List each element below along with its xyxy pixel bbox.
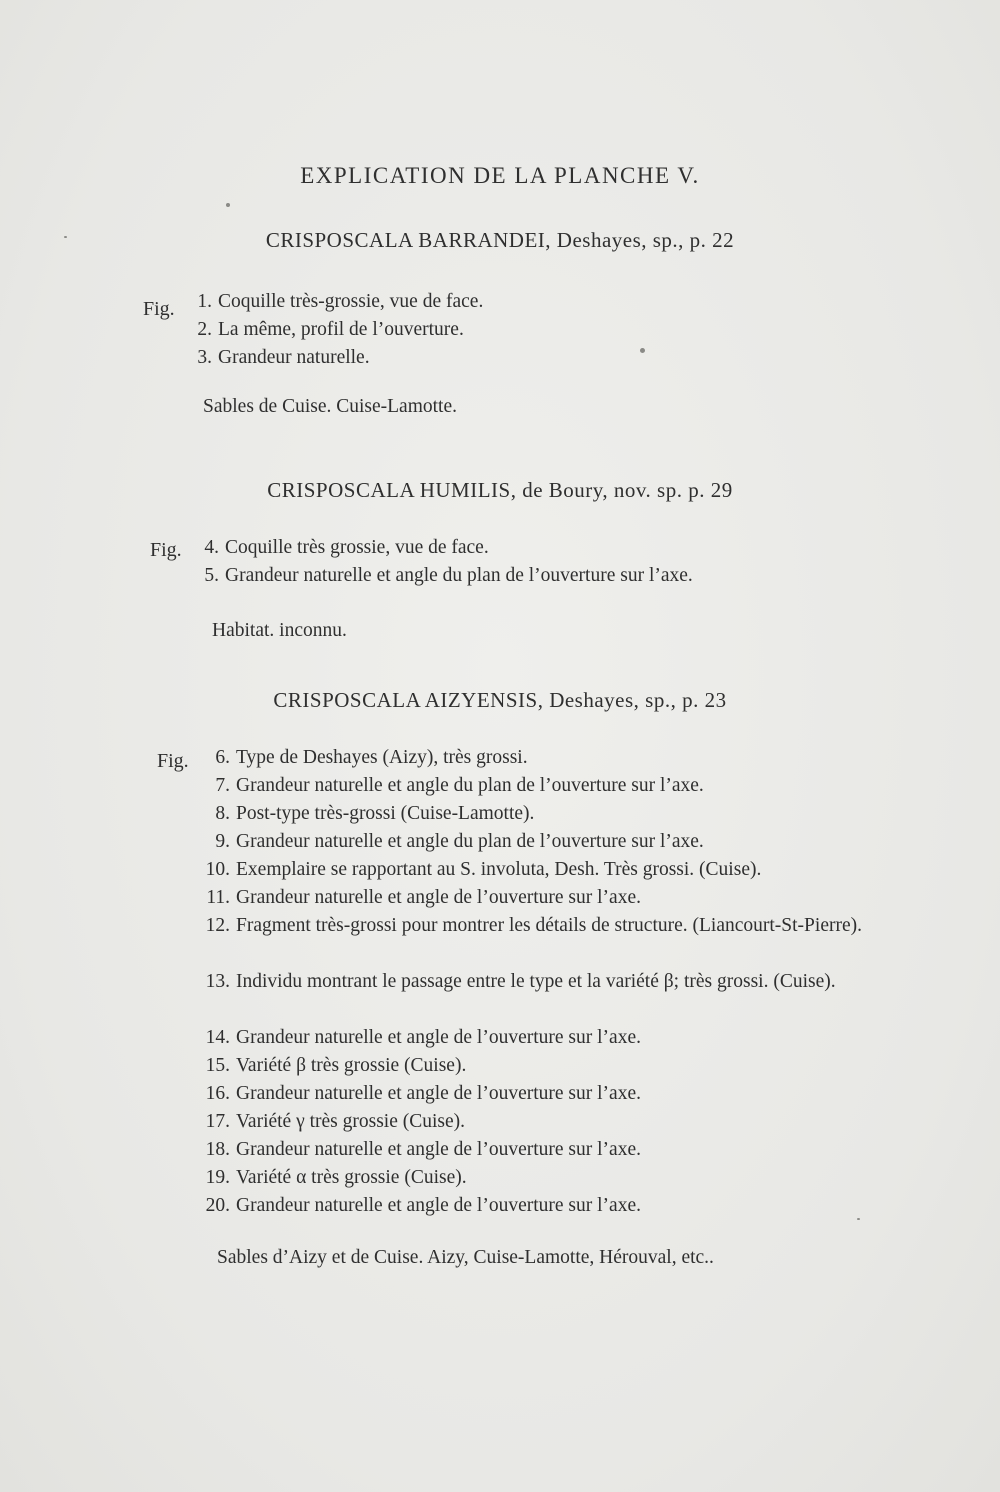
figure-entry xyxy=(196,800,896,828)
figure-description: Grandeur naturelle et angle de l’ouverture sur l’axe. xyxy=(236,1195,641,1216)
figure-entry xyxy=(185,562,693,590)
figure-entry xyxy=(196,1080,896,1108)
figure-entry xyxy=(196,744,896,772)
figure-entry xyxy=(196,1052,896,1080)
figure-description: Grandeur naturelle et angle de l’ouverture sur l’axe. xyxy=(236,1083,641,1104)
figure-entry xyxy=(196,884,896,912)
figure-entry xyxy=(178,316,483,344)
figure-number: 11. xyxy=(206,887,230,908)
figure-description: Coquille très grossie, vue de face. xyxy=(225,537,489,558)
figure-number: 20. xyxy=(205,1195,230,1216)
locality-note: Habitat. inconnu. xyxy=(212,620,347,641)
fig-label: Fig. xyxy=(150,539,182,561)
figure-number: 13. xyxy=(205,971,230,992)
figure-entry xyxy=(178,344,483,372)
locality-note: Sables d’Aizy et de Cuise. Aizy, Cuise-Lamotte, Hérouval, etc.. xyxy=(217,1247,714,1268)
figure-description: Post-type très-grossi (Cuise-Lamotte). xyxy=(236,803,535,824)
figure-number: 19. xyxy=(205,1167,230,1188)
figure-list-humilis xyxy=(185,534,693,590)
figure-entry xyxy=(196,1024,896,1052)
figure-description: Variété α très grossie (Cuise). xyxy=(236,1167,467,1188)
figure-description: Grandeur naturelle et angle de l’ouverture sur l’axe. xyxy=(236,1139,641,1160)
paper-speck xyxy=(640,348,645,353)
figure-description: Individu montrant le passage entre le type et la variété β; très grossi. (Cuise). xyxy=(236,971,836,992)
figure-description: Coquille très-grossie, vue de face. xyxy=(218,291,484,312)
figure-description: Grandeur naturelle et angle du plan de l’ouverture sur l’axe. xyxy=(225,565,693,586)
figure-list-aizyensis xyxy=(196,744,896,1220)
figure-list-barrandei xyxy=(178,288,483,372)
figure-description: Grandeur naturelle et angle du plan de l’ouverture sur l’axe. xyxy=(236,775,704,796)
figure-number: 18. xyxy=(205,1139,230,1160)
figure-number: 15. xyxy=(205,1055,230,1076)
figure-number: 12. xyxy=(205,915,230,936)
section-heading-aizyensis: CRISPOSCALA AIZYENSIS, Deshayes, sp., p. 23 xyxy=(273,688,727,712)
figure-entry xyxy=(196,772,896,800)
figure-entry xyxy=(178,288,483,316)
paper-speck xyxy=(226,203,230,207)
fig-label: Fig. xyxy=(143,298,175,320)
figure-number: 1. xyxy=(197,291,212,312)
figure-entry xyxy=(196,1192,896,1220)
figure-entry xyxy=(196,1136,896,1164)
figure-description: Type de Deshayes (Aizy), très grossi. xyxy=(236,747,528,768)
figure-number: 14. xyxy=(205,1027,230,1048)
figure-description: Grandeur naturelle et angle du plan de l’ouverture sur l’axe. xyxy=(236,831,704,852)
figure-description: Grandeur naturelle. xyxy=(218,347,370,368)
figure-description: Grandeur naturelle et angle de l’ouverture sur l’axe. xyxy=(236,887,641,908)
page-title: EXPLICATION DE LA PLANCHE V. xyxy=(300,163,700,188)
figure-entry xyxy=(196,828,896,856)
figure-description: Exemplaire se rapportant au S. involuta, Desh. Très grossi. (Cuise). xyxy=(236,859,762,880)
figure-number: 8. xyxy=(215,803,230,824)
figure-number: 5. xyxy=(204,565,219,586)
figure-description: La même, profil de l’ouverture. xyxy=(218,319,464,340)
locality-note: Sables de Cuise. Cuise-Lamotte. xyxy=(203,396,457,417)
figure-number: 9. xyxy=(215,831,230,852)
figure-number: 3. xyxy=(197,347,212,368)
figure-entry xyxy=(196,968,896,1024)
figure-entry xyxy=(196,1164,896,1192)
fig-label: Fig. xyxy=(157,750,189,772)
figure-number: 16. xyxy=(205,1083,230,1104)
section-heading-humilis: CRISPOSCALA HUMILIS, de Boury, nov. sp. p. 29 xyxy=(267,478,733,502)
figure-number: 10. xyxy=(205,859,230,880)
figure-description: Fragment très-grossi pour montrer les détails de structure. (Liancourt-St-Pierre). xyxy=(236,915,862,936)
figure-entry xyxy=(196,912,896,968)
figure-number: 7. xyxy=(215,775,230,796)
figure-description: Variété β très grossie (Cuise). xyxy=(236,1055,467,1076)
figure-description: Variété γ très grossie (Cuise). xyxy=(236,1111,466,1132)
figure-entry xyxy=(185,534,693,562)
section-heading-barrandei: CRISPOSCALA BARRANDEI, Deshayes, sp., p. 22 xyxy=(265,228,735,252)
figure-number: 17. xyxy=(205,1111,230,1132)
figure-description: Grandeur naturelle et angle de l’ouverture sur l’axe. xyxy=(236,1027,641,1048)
figure-number: 6. xyxy=(215,747,230,768)
figure-entry xyxy=(196,1108,896,1136)
figure-entry xyxy=(196,856,896,884)
figure-number: 2. xyxy=(197,319,212,340)
figure-number: 4. xyxy=(204,537,219,558)
